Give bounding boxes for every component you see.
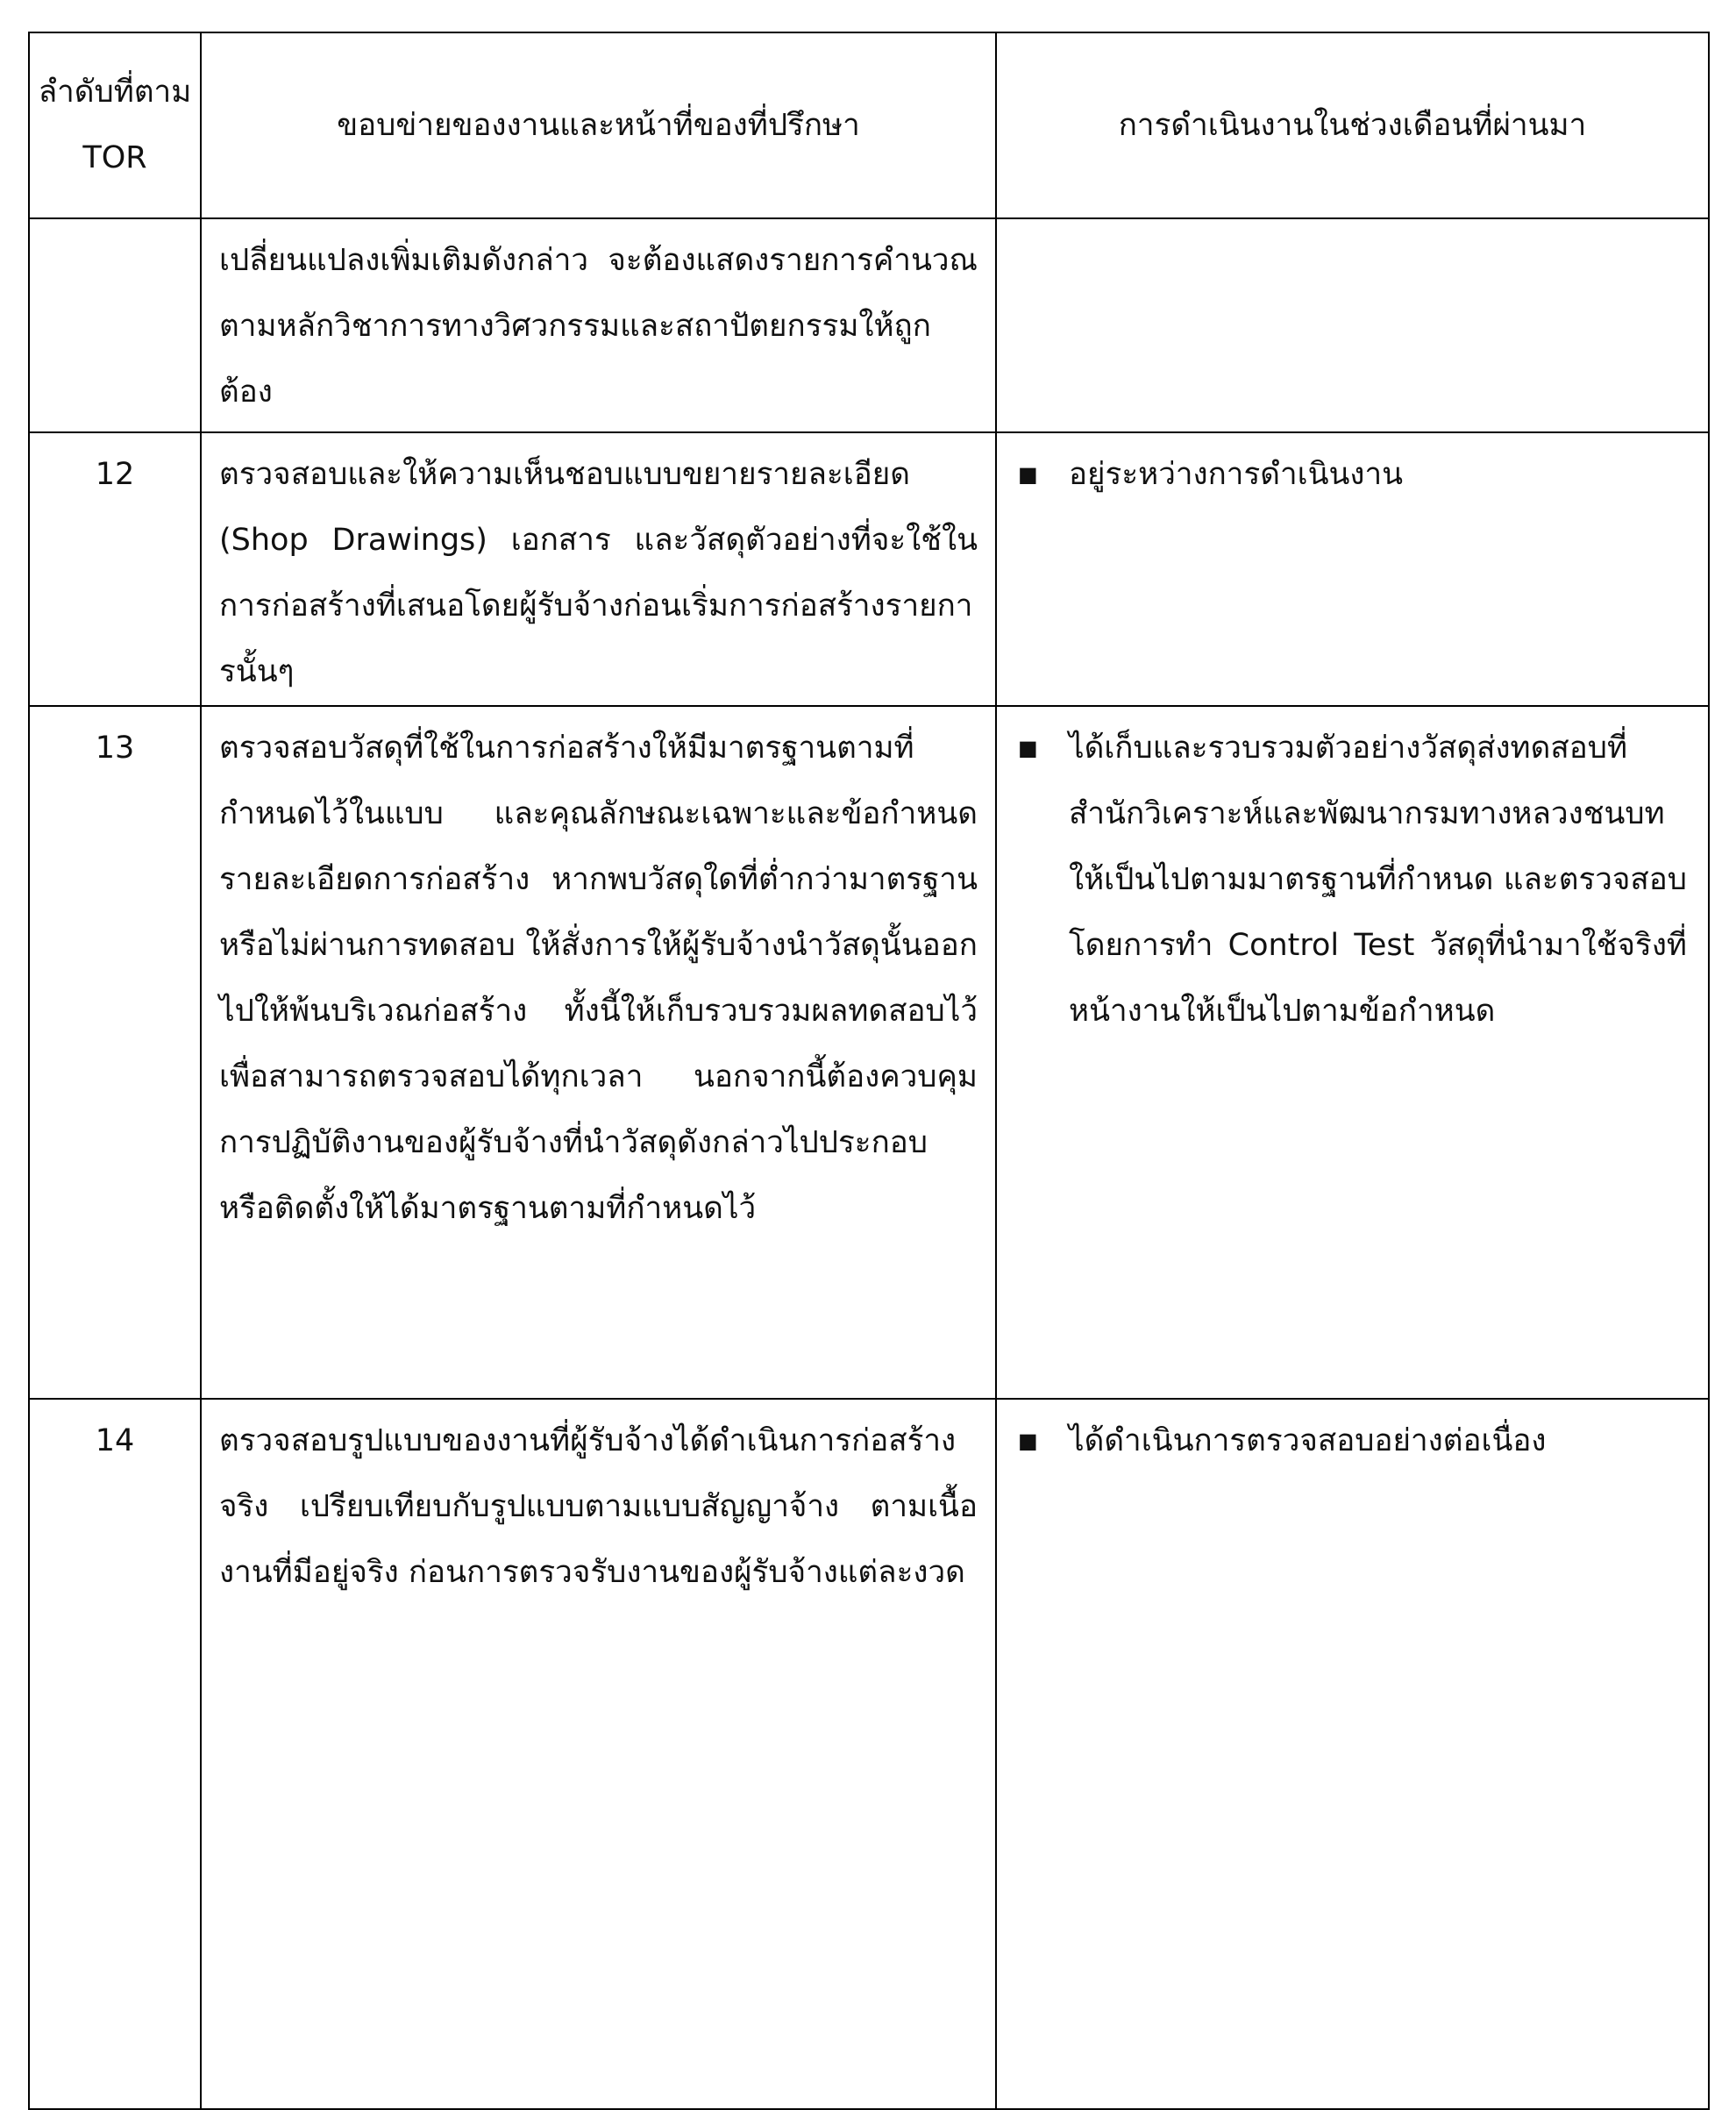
row-progress xyxy=(996,432,1709,706)
row-progress xyxy=(996,706,1709,1399)
row-number: 12 xyxy=(29,432,201,706)
row-scope: ตรวจสอบวัสดุที่ใช้ในการก่อสร้างให้มีมาตรฐานตามที่กำหนดไว้ในแบบ และคุณลักษณะเฉพาะและข้อกำหนดรายละเอียดการก่อสร้าง หากพบวัสดุใดที่ต่ำกว่ามาตรฐานหรือไม่ผ่านการทดสอบ ให้สั่งการให้ผู้รับจ้างนำวัสดุนั้นออกไปให้พ้นบริเวณก่อสร้าง ทั้งนี้ให้เก็บรวบรวมผลทดสอบไว้เพื่อสามารถตรวจสอบได้ทุกเวลา นอกจากนี้ต้องควบคุมการปฏิบัติงานของผู้รับจ้างที่นำวัสดุดังกล่าวไปประกอบ หรือติดตั้งให้ได้มาตรฐานตามที่กำหนดไว้ xyxy=(201,706,996,1399)
header-order: ลำดับที่ตาม TOR xyxy=(29,32,201,218)
progress-text: อยู่ระหว่างการดำเนินงาน xyxy=(1069,457,1404,492)
row-number xyxy=(29,218,201,432)
square-bullet-icon: ■ xyxy=(1018,736,1038,760)
row-scope: ตรวจสอบและให้ความเห็นชอบแบบขยายรายละเอียด (Shop Drawings) เอกสาร และวัสดุตัวอย่างที่จะใช้ในการก่อสร้างที่เสนอโดยผู้รับจ้างก่อนเริ่มการก่อสร้างรายการนั้นๆ xyxy=(201,432,996,706)
table-header-row xyxy=(29,32,1709,218)
progress-report-table xyxy=(28,32,1710,2110)
row-scope: ตรวจสอบรูปแบบของงานที่ผู้รับจ้างได้ดำเนินการก่อสร้างจริง เปรียบเทียบกับรูปแบบตามแบบสัญญาจ้าง ตามเนื้องานที่มีอยู่จริง ก่อนการตรวจรับงานของผู้รับจ้างแต่ละงวด xyxy=(201,1399,996,2109)
header-progress: การดำเนินงานในช่วงเดือนที่ผ่านมา xyxy=(996,32,1709,218)
row-number: 14 xyxy=(29,1399,201,2109)
row-number: 13 xyxy=(29,706,201,1399)
square-bullet-icon: ■ xyxy=(1018,1429,1038,1453)
progress-text: ได้ดำเนินการตรวจสอบอย่างต่อเนื่อง xyxy=(1069,1423,1547,1458)
table-row xyxy=(29,218,1709,432)
header-scope: ขอบข่ายของงานและหน้าที่ของที่ปรึกษา xyxy=(201,32,996,218)
row-progress xyxy=(996,1399,1709,2109)
table-row xyxy=(29,432,1709,706)
square-bullet-icon: ■ xyxy=(1018,462,1038,487)
table-row xyxy=(29,706,1709,1399)
row-progress-empty xyxy=(996,218,1709,432)
row-scope: เปลี่ยนแปลงเพิ่มเติมดังกล่าว จะต้องแสดงรายการคำนวณตามหลักวิชาการทางวิศวกรรมและสถาปัตยกรรมให้ถูกต้อง xyxy=(201,218,996,432)
progress-text: ได้เก็บและรวบรวมตัวอย่างวัสดุส่งทดสอบที่สำนักวิเคราะห์และพัฒนากรมทางหลวงชนบท ให้เป็นไปตามมาตรฐานที่กำหนด และตรวจสอบโดยการทำ Control Test วัสดุที่นำมาใช้จริงที่หน้างานให้เป็นไปตามข้อกำหนด xyxy=(1069,731,1687,1029)
table-row xyxy=(29,1399,1709,2109)
